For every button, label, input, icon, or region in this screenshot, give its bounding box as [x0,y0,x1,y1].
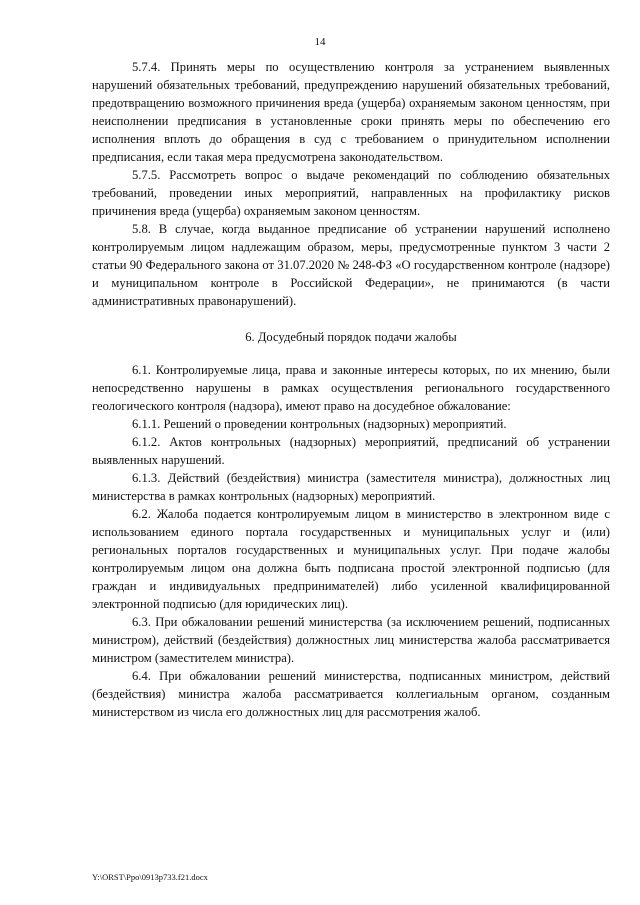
paragraph-6-1-3: 6.1.3. Действий (бездействия) министра (заместителя министра), должностных лиц министерства в рамках контрольных (надзорных) мероприятий. [92,471,610,503]
paragraph-5-7-5: 5.7.5. Рассмотреть вопрос о выдаче рекомендаций по соблюдению обязательных требований, проведении иных мероприятий, направленных на профилактику рисков причинения вреда (ущерба) охраняемым законом ценностям. [92,168,610,218]
paragraph-5-7-4: 5.7.4. Принять меры по осуществлению контроля за устранением выявленных нарушений обязательных требований, предупреждению нарушений обязательных требований, предотвращению возможного причинения вреда (ущерба) охраняемым законом ценностям, при неисполнении предписания в установленные сроки принять меры по обеспечению его исполнения вплоть до обращения в суд с требованием о принудительном исполнении предписания, если такая мера предусмотрена законодательством. [92,60,610,164]
paragraph-6-1-2: 6.1.2. Актов контрольных (надзорных) мероприятий, предписаний об устранении выявленных нарушений. [92,435,610,467]
footer-file-path: Y:\ORST\Ppo\0913p733.f21.docx [92,872,208,882]
paragraph-6-1-1: 6.1.1. Решений о проведении контрольных (надзорных) мероприятий. [132,417,507,431]
paragraph-6-2: 6.2. Жалоба подается контролируемым лицом в министерство в электронном виде с использованием единого портала государственных и муниципальных услуг и (или) региональных порталов государственных и муниципальных услуг. При подаче жалобы контролируемым лицом она должна быть подписана простой электронной подписью (для граждан и индивидуальных предпринимателей) либо усиленной квалифицированной электронной подписью (для юридических лиц). [92,507,610,611]
section-heading: 6. Досудебный порядок подачи жалобы [245,330,457,344]
paragraph-5-8: 5.8. В случае, когда выданное предписание об устранении нарушений исполнено контролируемым лицом надлежащим образом, меры, предусмотренные пунктом 3 части 2 статьи 90 Федерального закона от 31.07.2020 № 248-ФЗ «О государственном контроле (надзоре) и муниципальном контроле в Российской Федерации», не принимаются (в части административных правонарушений). [92,222,610,308]
document-body [92,58,610,721]
paragraph-6-1: 6.1. Контролируемые лица, права и законные интересы которых, по их мнению, были непосредственно нарушены в рамках осуществления регионального государственного геологического контроля (надзора), имеют право на досудебное обжалование: [92,363,610,413]
paragraph-6-3: 6.3. При обжаловании решений министерства (за исключением решений, подписанных министром), действий (бездействия) должностных лиц министерства жалоба рассматривается министром (заместителем министра). [92,615,610,665]
paragraph-6-4: 6.4. При обжаловании решений министерства, подписанных министром, действий (бездействия) министра жалоба рассматривается коллегиальным органом, созданным министерством из числа его должностных лиц для рассмотрения жалоб. [92,669,610,719]
page-number: 14 [314,36,326,48]
